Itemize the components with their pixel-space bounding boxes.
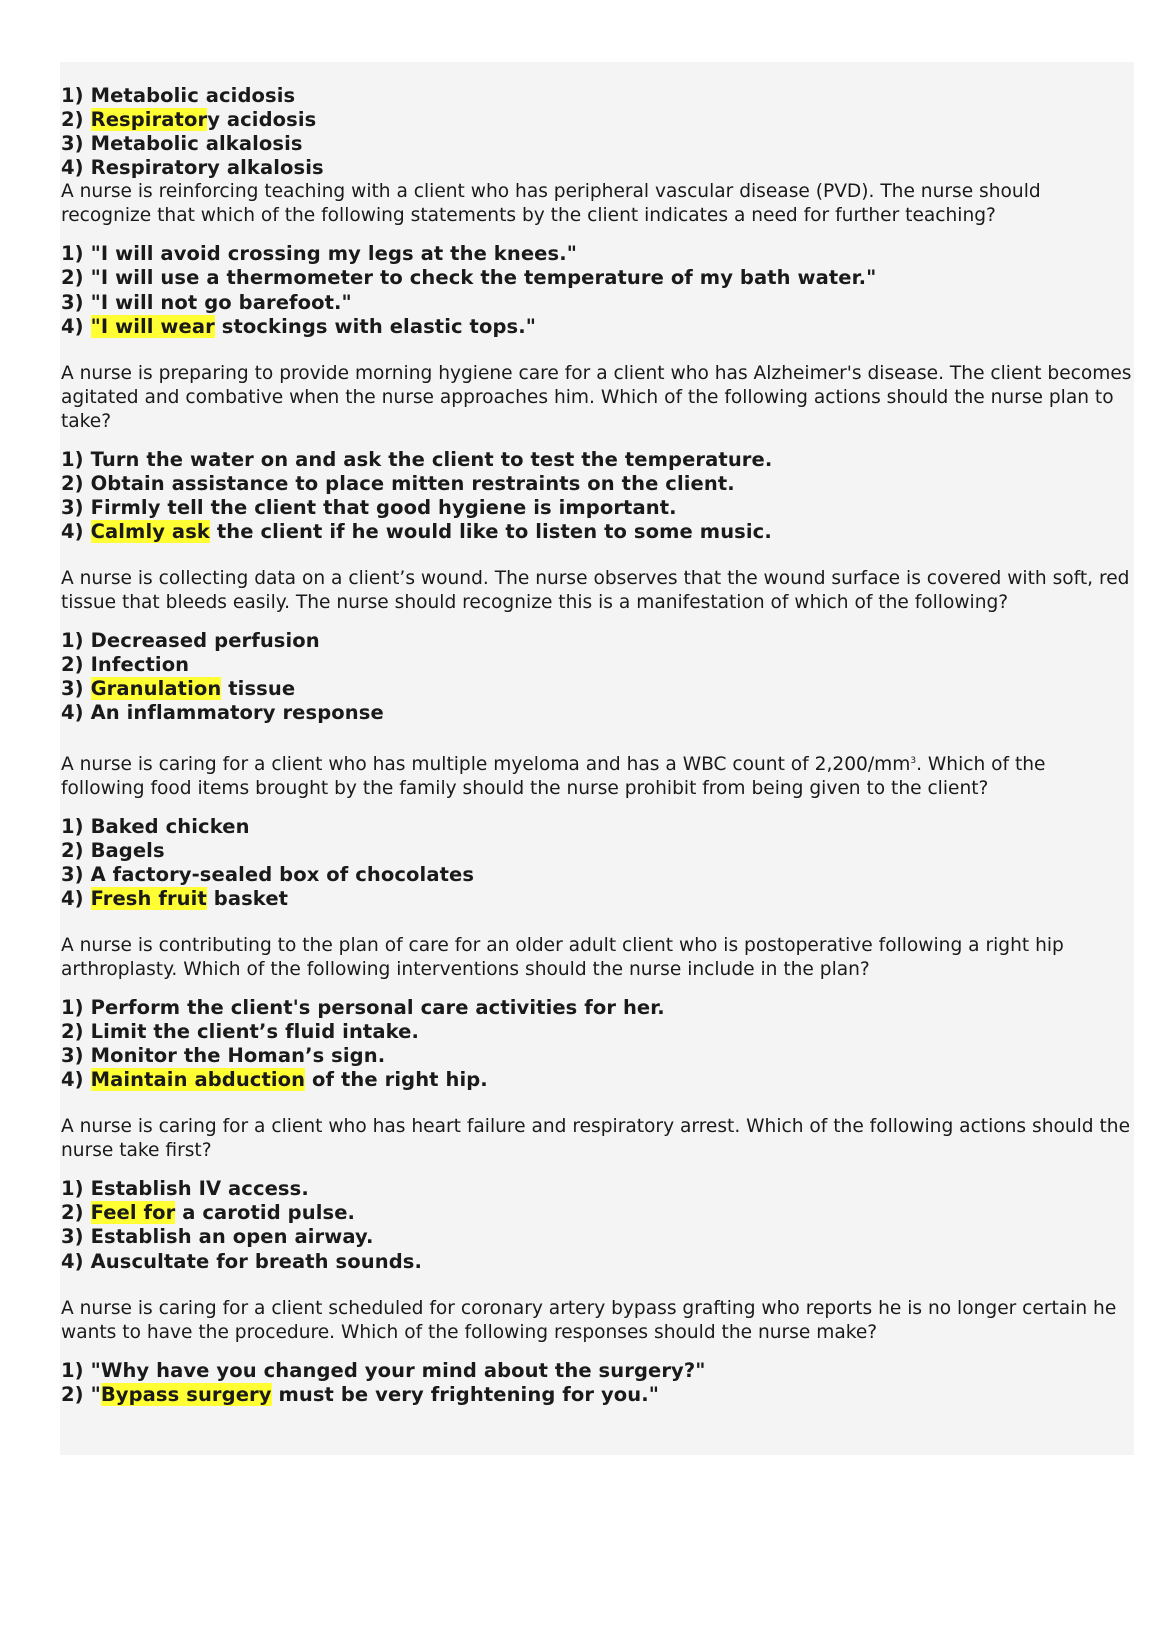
answer-option: 4) Auscultate for breath sounds. bbox=[61, 1249, 422, 1273]
answer-option: 4) Calmly ask the client if he would like to listen to some music. bbox=[61, 520, 772, 544]
highlighted-answer: Bypass surgery bbox=[100, 1382, 272, 1406]
answer-option: 4) An inflammatory response bbox=[61, 701, 384, 725]
answer-option: 2) Obtain assistance to place mitten restraints on the client. bbox=[61, 471, 735, 495]
question-block bbox=[61, 84, 1133, 180]
answer-option: 3) Metabolic alkalosis bbox=[61, 132, 303, 156]
answer-option: 3) Firmly tell the client that good hygiene is important. bbox=[61, 495, 677, 519]
question-stem: A nurse is collecting data on a client’s wound. The nurse observes that the wound surface is covered with soft, red tissue that bleeds easily. The nurse should recognize this is a manifestation of which of the following? bbox=[61, 568, 1130, 614]
answer-option: 2) Respiratory acidosis bbox=[61, 108, 317, 132]
answer-option: 3) Monitor the Homan’s sign. bbox=[61, 1044, 386, 1068]
question-stem: A nurse is caring for a client who has heart failure and respiratory arrest. Which of the following actions should the nurse take first? bbox=[61, 1116, 1131, 1162]
question-block bbox=[61, 934, 1133, 1092]
question-block bbox=[61, 567, 1133, 725]
highlighted-answer: Maintain abduction bbox=[90, 1068, 306, 1092]
answer-option: 3) Establish an open airway. bbox=[61, 1225, 374, 1249]
question-stem: A nurse is contributing to the plan of care for an older adult client who is postoperative following a right hip arthroplasty. Which of the following interventions should the nurse include in the plan? bbox=[61, 934, 1064, 980]
question-block bbox=[61, 362, 1133, 544]
highlighted-answer: Calmly ask bbox=[90, 520, 210, 544]
question-block bbox=[61, 180, 1133, 338]
answer-option: 1) Turn the water on and ask the client to test the temperature. bbox=[61, 447, 773, 471]
question-block bbox=[61, 749, 1133, 911]
answer-option: 2) Infection bbox=[61, 653, 190, 677]
answer-option: 3) "I will not go barefoot." bbox=[61, 290, 352, 314]
answer-option: 2) Limit the client’s fluid intake. bbox=[61, 1019, 419, 1043]
answer-option: 1) "I will avoid crossing my legs at the knees." bbox=[61, 242, 577, 266]
answer-option: 3) A factory-sealed box of chocolates bbox=[61, 862, 475, 886]
answer-option: 1) Decreased perfusion bbox=[61, 629, 320, 653]
answer-option: 4) Respiratory alkalosis bbox=[61, 156, 324, 180]
highlighted-answer: Fresh fruit bbox=[90, 886, 207, 910]
highlighted-answer: Granulation bbox=[90, 677, 222, 701]
answer-option: 2) "I will use a thermometer to check the temperature of my bath water." bbox=[61, 266, 877, 290]
answer-option: 1) Baked chicken bbox=[61, 814, 250, 838]
question-block bbox=[61, 1297, 1133, 1407]
question-stem: A nurse is caring for a client scheduled for coronary artery bypass grafting who reports he is no longer certain he wants to have the procedure. Which of the following responses should the nurse make? bbox=[61, 1297, 1117, 1343]
highlighted-answer: "I will wear bbox=[90, 314, 215, 338]
answer-option: 4) "I will wear stockings with elastic tops." bbox=[61, 314, 536, 338]
answer-option: 2) "Bypass surgery must be very frightening for you." bbox=[61, 1382, 660, 1406]
answer-option: 4) Maintain abduction of the right hip. bbox=[61, 1068, 488, 1092]
answer-option: 2) Bagels bbox=[61, 838, 165, 862]
answer-option: 4) Fresh fruit basket bbox=[61, 886, 289, 910]
answer-option: 1) "Why have you changed your mind about the surgery?" bbox=[61, 1358, 706, 1382]
answer-option: 1) Perform the client's personal care activities for her. bbox=[61, 995, 665, 1019]
question-stem: A nurse is preparing to provide morning hygiene care for a client who has Alzheimer's disease. The client becomes agitated and combative when the nurse approaches him. Which of the following actions should the nurse plan to take? bbox=[61, 362, 1132, 432]
question-list bbox=[61, 84, 1133, 1407]
question-stem: A nurse is reinforcing teaching with a client who has peripheral vascular disease (PVD). The nurse should recognize that which of the following statements by the client indicates a need for further teaching? bbox=[61, 181, 1041, 227]
answer-option: 1) Metabolic acidosis bbox=[61, 84, 296, 107]
highlighted-answer: Respirator bbox=[90, 108, 208, 132]
highlighted-answer: Feel for bbox=[90, 1201, 176, 1225]
answer-option: 3) Granulation tissue bbox=[61, 677, 296, 701]
answer-option: 2) Feel for a carotid pulse. bbox=[61, 1201, 356, 1225]
question-block bbox=[61, 1115, 1133, 1273]
answer-option: 1) Establish IV access. bbox=[61, 1177, 309, 1201]
question-stem: A nurse is caring for a client who has multiple myeloma and has a WBC count of $2,200/mm^3$. Which of the following food items brought by the family should the nurse prohibit from being given to the client? bbox=[61, 753, 1046, 799]
